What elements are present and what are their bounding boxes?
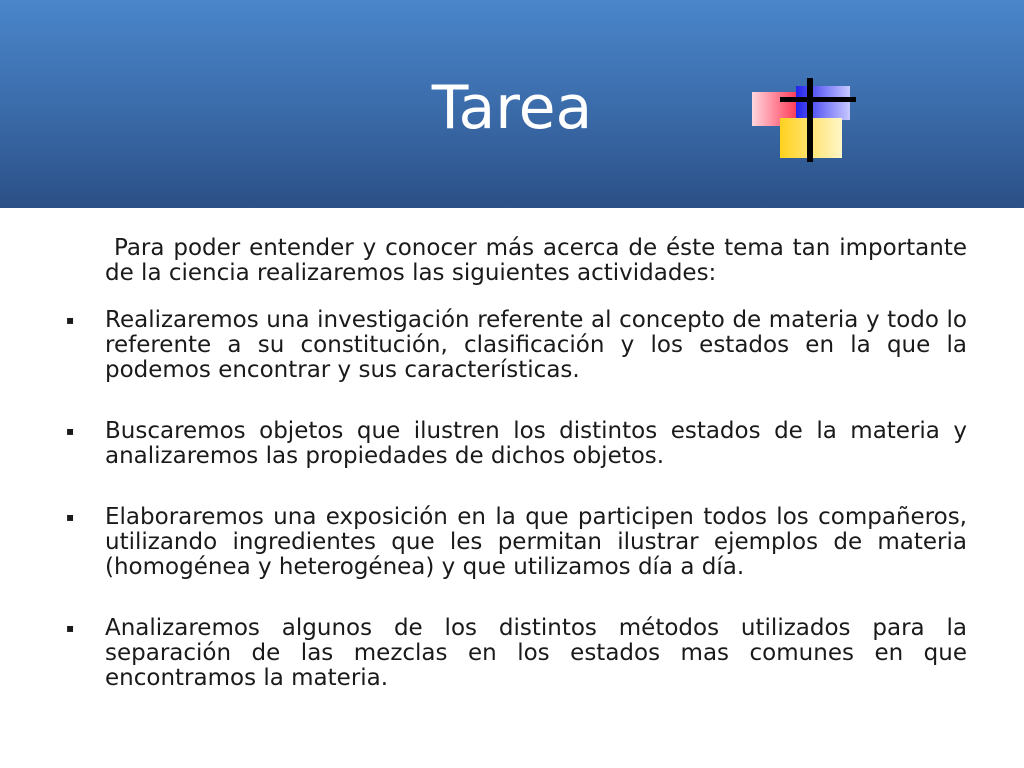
list-item — [66, 308, 967, 383]
bullet-square-icon: ▪ — [66, 621, 75, 635]
list-item-text: Analizaremos algunos de los distintos métodos utilizados para la separación de las mezclas en los estados mas comunes en que encontramos la materia. — [105, 615, 967, 691]
colored-squares-cross-icon — [750, 78, 860, 166]
list-item-text: Elaboraremos una exposición en la que participen todos los compañeros, utilizando ingredientes que les permitan ilustrar ejemplos de materia (homogénea y heterogénea) y que utilizamos día a día. — [105, 504, 967, 580]
list-item — [66, 419, 967, 469]
list-item — [66, 505, 967, 580]
slide-body — [66, 236, 967, 691]
list-item-text: Buscaremos objetos que ilustren los distintos estados de la materia y analizaremos las propiedades de dichos objetos. — [105, 418, 967, 469]
slide-title: Tarea — [431, 73, 593, 143]
list-item — [66, 616, 967, 691]
bullet-square-icon: ▪ — [66, 313, 75, 327]
intro-paragraph: Para poder entender y conocer más acerca de éste tema tan importante de la ciencia realizaremos las siguientes actividades: — [105, 235, 967, 286]
bullet-square-icon: ▪ — [66, 510, 75, 524]
bullet-square-icon: ▪ — [66, 424, 75, 438]
list-item-text: Realizaremos una investigación referente al concepto de materia y todo lo referente a su constitución, clasificación y los estados en la que la podemos encontrar y sus características. — [105, 307, 967, 383]
title-banner — [0, 0, 1024, 208]
